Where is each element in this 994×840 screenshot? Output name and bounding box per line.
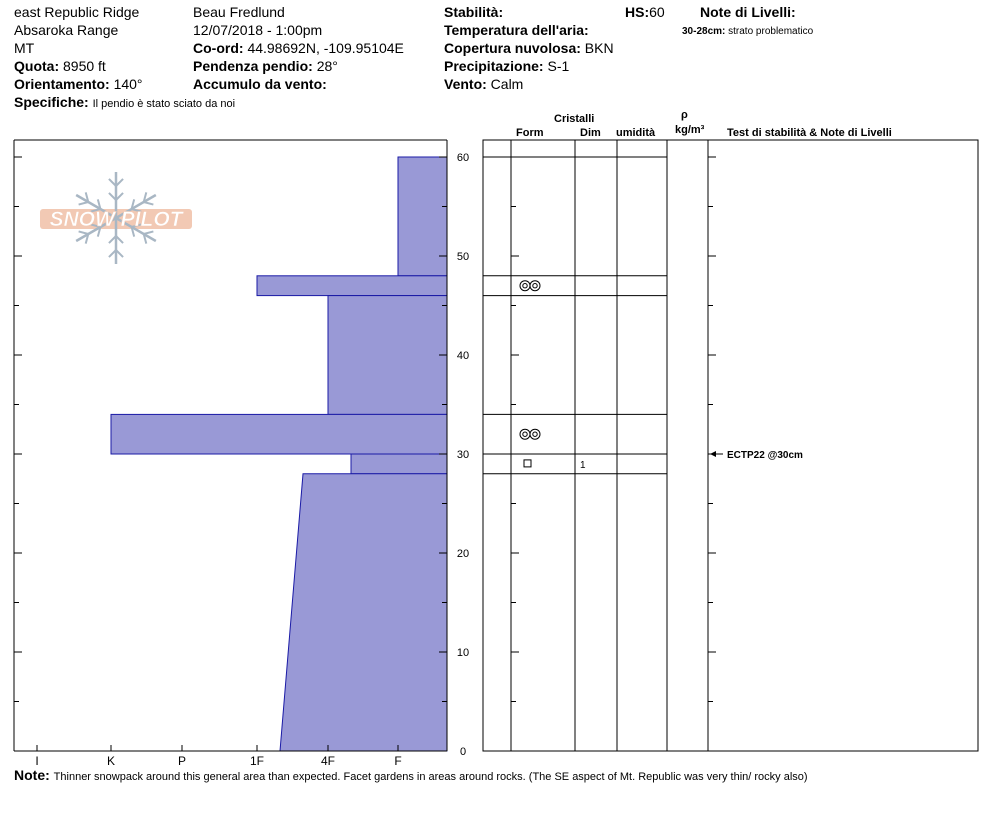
hardness-bar — [398, 157, 447, 276]
depth-tick-label: 30 — [456, 449, 470, 461]
hardness-tick-label: P — [177, 754, 187, 768]
depth-tick-label: 60 — [456, 152, 470, 164]
density-symbol: ρ — [681, 109, 688, 121]
air-temp-label: Temperatura dell'aria: — [444, 22, 589, 38]
stability-label: Stabilità: — [444, 4, 504, 20]
grain-size-value: 1 — [580, 459, 586, 471]
grain-inner — [523, 432, 527, 436]
snowflake-branch — [144, 202, 154, 205]
wind-label: Vento: — [444, 76, 487, 92]
depth-tick-label: 50 — [456, 251, 470, 263]
specifics-value: Il pendio è stato sciato da noi — [92, 98, 236, 110]
grain-outer — [520, 429, 530, 439]
grain-outer — [530, 429, 540, 439]
grain-rows — [520, 281, 586, 471]
depth-tick-label: 40 — [456, 350, 470, 362]
depth-tick-label: 10 — [456, 647, 470, 659]
precipitation-value: S-1 — [547, 58, 570, 74]
precipitation-label: Precipitazione: — [444, 58, 544, 74]
grain-outer — [520, 281, 530, 291]
grain-outer — [530, 281, 540, 291]
snowpilot-logo — [40, 172, 192, 264]
elevation-label: Quota: — [14, 58, 60, 74]
hardness-profile — [111, 157, 447, 751]
rounded-grains-icon — [520, 429, 540, 439]
snow-height-label: HS: — [625, 4, 650, 20]
coordinates-label: Co-ord: — [193, 40, 244, 56]
hardness-tick-label: K — [106, 754, 116, 768]
crystals-header: Cristalli — [554, 113, 595, 125]
dim-header: Dim — [580, 127, 601, 139]
slope-angle-value: 28° — [316, 58, 338, 74]
stability-tests — [501, 450, 803, 461]
hardness-tick-label: 1F — [249, 754, 265, 768]
state: MT — [14, 40, 35, 56]
hardness-bar — [111, 414, 447, 454]
test-result-label: ECTP22 @30cm — [727, 450, 803, 461]
hardness-bar — [257, 276, 447, 296]
snow-height-value: 60 — [649, 4, 665, 20]
mountain-range: Absaroka Range — [14, 22, 119, 38]
aspect-label: Orientamento: — [14, 76, 110, 92]
elevation-value: 8950 ft — [63, 58, 106, 74]
layer-note-text: strato problematico — [728, 26, 814, 37]
cloud-cover-label: Copertura nuvolosa: — [444, 40, 581, 56]
aspect-value: 140° — [113, 76, 143, 92]
snowflake-branch — [79, 231, 89, 234]
rounded-grains-icon — [520, 281, 540, 291]
hardness-bar — [351, 454, 447, 474]
note-label: Note: — [14, 767, 50, 783]
tests-header: Test di stabilità & Note di Livelli — [727, 127, 892, 139]
snowflake-branch — [79, 202, 89, 205]
logo-text: SNOW PILOT — [49, 208, 183, 231]
density-unit: kg/m³ — [675, 124, 705, 136]
grain-inner — [533, 432, 537, 436]
hardness-bar — [280, 474, 447, 751]
layer-note-depth: 30-28cm: — [682, 26, 726, 37]
hardness-tick-label: F — [394, 754, 402, 768]
wind-loading-label: Accumulo da vento: — [193, 76, 327, 92]
note-row — [14, 767, 808, 785]
humidity-header: umidità — [616, 127, 656, 139]
location-name: east Republic Ridge — [14, 4, 140, 20]
hardness-tick-label: 4F — [320, 754, 336, 768]
observer-name: Beau Fredlund — [193, 4, 285, 20]
test-arrow-head — [710, 451, 716, 457]
hardness-tick-label: I — [35, 754, 39, 768]
form-header: Form — [516, 127, 544, 139]
layer-notes-label: Note di Livelli: — [700, 4, 796, 20]
hardness-bar — [328, 296, 447, 415]
faceted-crystal-icon — [524, 460, 531, 467]
coordinates-value: 44.98692N, -109.95104E — [247, 40, 404, 56]
specifics-label: Specifiche: — [14, 94, 89, 110]
depth-tick-label: 0 — [459, 746, 467, 758]
grain-table-frame — [483, 140, 978, 751]
depth-tick-label: 20 — [456, 548, 470, 560]
wind-value: Calm — [490, 76, 524, 92]
grain-inner — [523, 284, 527, 288]
cloud-cover-value: BKN — [584, 40, 614, 56]
slope-angle-label: Pendenza pendio: — [193, 58, 313, 74]
note-text: Thinner snowpack around this general area than expected. Facet gardens in areas around rocks. (The SE aspect of Mt. Republic was very thin/ rocky also) — [53, 771, 808, 783]
grain-inner — [533, 284, 537, 288]
snowflake-branch — [144, 231, 154, 234]
observation-datetime: 12/07/2018 - 1:00pm — [193, 22, 323, 38]
